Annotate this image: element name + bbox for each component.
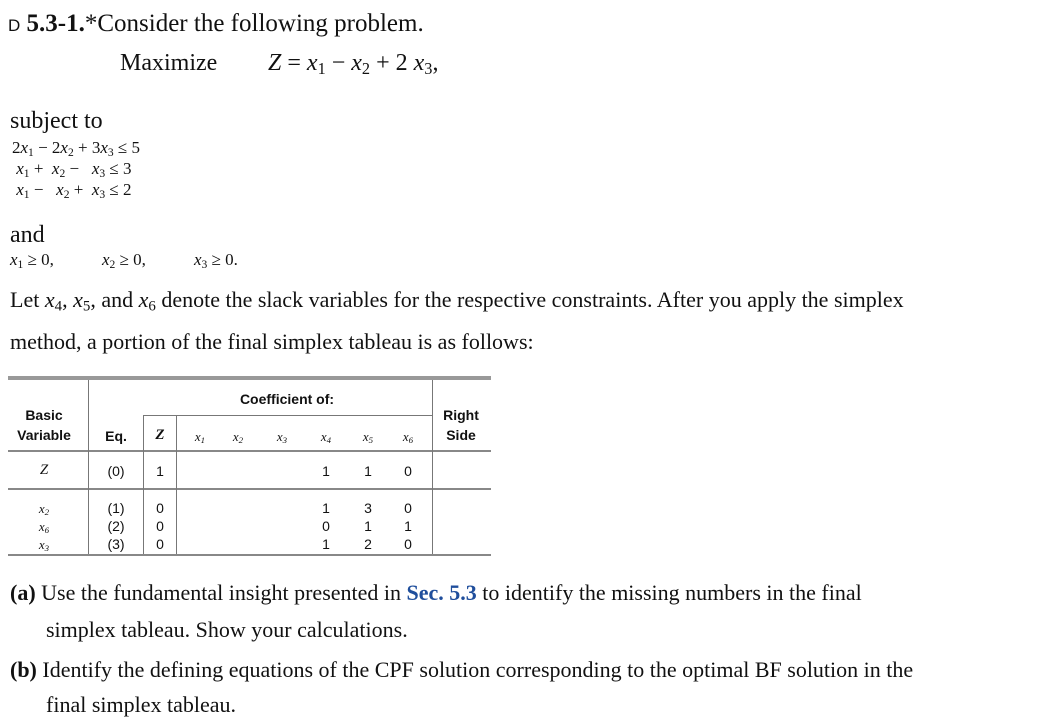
basic-variable-header-line2: Variable	[17, 427, 71, 443]
row-3-z: 0	[156, 536, 164, 552]
subject-to-label: subject to	[10, 108, 103, 134]
nonneg-x1: $x_1 \ge 0$,	[10, 250, 54, 271]
objective-function: $Z = x_1 - x_2 + 2$ $x_3$,	[268, 50, 439, 79]
row-1-z: 0	[156, 500, 164, 516]
question-a-line-1	[10, 580, 862, 606]
row-z-x4: 1	[322, 463, 330, 479]
row-z-eq: (0)	[107, 463, 125, 479]
col-header-x3: $x_3$	[276, 429, 288, 446]
row-1-x5: 3	[364, 500, 372, 516]
basic-variable-header-line1: Basic	[25, 407, 63, 423]
row-3-eq: (3)	[107, 536, 125, 552]
constraint-2: $x_1 + x_2 - x_3 \le 3$	[16, 159, 132, 180]
problem-star: *	[84, 10, 98, 37]
problem-header	[8, 10, 424, 38]
question-b-text: Identify the defining equations of the CPF solution corresponding to the optimal BF solution in the	[42, 657, 914, 682]
maximize-label: Maximize	[120, 50, 218, 76]
col-header-x4: $x_4$	[320, 429, 332, 446]
question-b-line-1	[10, 657, 913, 683]
right-side-header-line1: Right	[443, 407, 479, 423]
nonneg-x3: $x_3 \ge 0$.	[194, 250, 238, 271]
row-z-z: 1	[156, 463, 164, 479]
row-2-eq: (2)	[107, 518, 125, 534]
eq-header: Eq.	[105, 428, 127, 444]
right-side-header-line2: Side	[446, 427, 476, 443]
problem-number: 5.3-1.	[26, 10, 85, 37]
row-3-basic: $x_3$	[38, 537, 50, 554]
col-header-x6: $x_6$	[402, 429, 414, 446]
section-reference-link[interactable]: Sec. 5.3	[406, 580, 477, 605]
row-1-basic: $x_2$	[38, 501, 50, 518]
row-1-x6: 0	[404, 500, 412, 516]
and-label: and	[10, 222, 45, 248]
nonneg-x2: $x_2 \ge 0$,	[102, 250, 146, 271]
question-a-line-2: simplex tableau. Show your calculations.	[46, 617, 408, 642]
row-1-eq: (1)	[107, 500, 125, 516]
problem-code-prefix: D	[8, 16, 21, 35]
coefficient-of-header: Coefficient of:	[239, 391, 335, 407]
row-z-x6: 0	[404, 463, 412, 479]
row-2-basic: $x_6$	[38, 519, 50, 536]
question-b-line-2: final simplex tableau.	[46, 692, 236, 717]
paragraph-line-1: Let $x_4$, $x_5$, and $x_6$ denote the slack variables for the respective constraints. After you apply the simplex	[10, 287, 904, 315]
col-header-z: Z	[155, 427, 165, 443]
nonnegativity-constraints	[10, 250, 238, 270]
row-2-x4: 0	[322, 518, 330, 534]
col-header-x2: $x_2$	[232, 429, 244, 446]
row-3-x5: 2	[364, 536, 372, 552]
row-3-x6: 0	[404, 536, 412, 552]
paragraph-line-2: method, a portion of the final simplex tableau is as follows:	[10, 329, 534, 354]
constraint-3: $x_1 - x_2 + x_3 \le 2$	[16, 180, 132, 201]
question-a-label: (a)	[10, 580, 36, 605]
question-a-text-before: Use the fundamental insight presented in	[41, 580, 402, 605]
question-b-label: (b)	[10, 657, 37, 682]
constraint-1: $2x_1 - 2x_2 + 3x_3 \le 5$	[12, 138, 141, 159]
row-z-basic: Z	[39, 462, 49, 478]
problem-intro: Consider the following problem.	[97, 10, 424, 37]
simplex-tableau	[8, 376, 491, 556]
row-1-x4: 1	[322, 500, 330, 516]
question-a-text-after: to identify the missing numbers in the final	[482, 580, 862, 605]
col-header-x5: $x_5$	[362, 429, 374, 446]
row-2-x6: 1	[404, 518, 412, 534]
col-header-x1: $x_1$	[194, 429, 206, 446]
row-2-z: 0	[156, 518, 164, 534]
row-3-x4: 1	[322, 536, 330, 552]
row-2-x5: 1	[364, 518, 372, 534]
row-z-x5: 1	[364, 463, 372, 479]
